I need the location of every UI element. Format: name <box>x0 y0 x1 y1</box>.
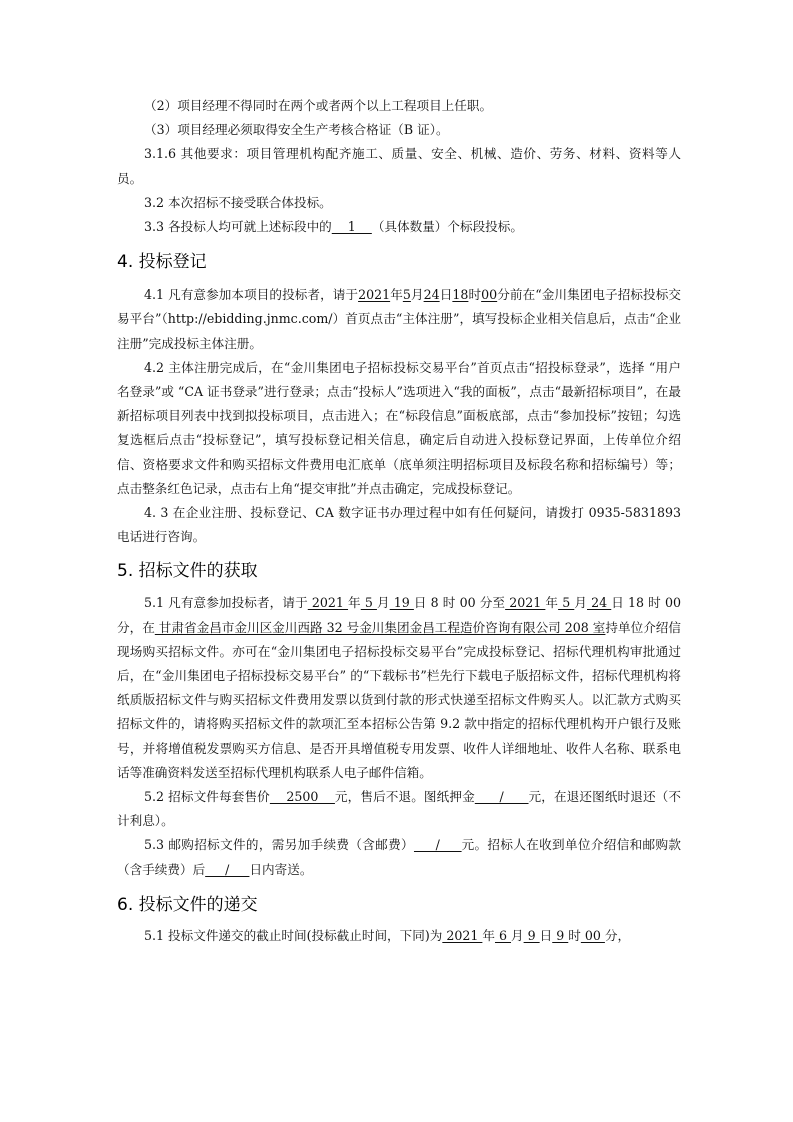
paragraph-4-1: 4.1 凡有意参加本项目的投标者，请于2021年5月24日18时00分前在“金川集团电子招标投标交易平台”（http://ebidding.jnmc.com/）首页点击“主体注册”，填写投标企业相关信息后，点击“企业注册”完成投标主体注册。 <box>117 287 681 351</box>
mail-days-blank: / <box>205 861 250 877</box>
heading-bid-registration: 4. 投标登记 <box>117 252 207 273</box>
submit-deadline-hour: 9 <box>552 927 569 943</box>
sale-end-day: 24 <box>587 595 612 611</box>
reg-deadline-minute: 00 <box>481 287 498 303</box>
sale-start-month: 5 <box>360 595 377 611</box>
sale-end-month: 5 <box>558 595 575 611</box>
paragraph-pm-safety-cert: （3）项目经理必须取得安全生产考核合格证（B 证）。 <box>144 122 449 138</box>
sale-address: 甘肃省金昌市金川区金川西路 32 号金川集团金昌工程造价咨询有限公司 208 室 <box>154 619 606 635</box>
submit-deadline-day: 9 <box>523 927 540 943</box>
mail-fee-blank: / <box>413 837 462 853</box>
sections-count-blank: 1 <box>331 219 372 235</box>
reg-deadline-month: 5 <box>402 287 411 303</box>
paragraph-5-3: 5.3 邮购招标文件的，需另加手续费（含邮费） / 元。招标人在收到单位介绍信和邮购款（含手续费）后 / 日内寄送。 <box>117 837 681 877</box>
paragraph-3-1-6: 3.1.6 其他要求：项目管理机构配齐施工、质量、安全、机械、造价、劳务、材料、资料等人员。 <box>117 146 681 186</box>
paragraph-pm-no-concurrent: （2）项目经理不得同时在两个或者两个以上工程项目上任职。 <box>144 98 493 113</box>
submit-deadline-minute: 00 <box>580 927 605 943</box>
heading-bid-submission: 6. 投标文件的递交 <box>117 894 258 915</box>
paragraph-4-2: 4.2 主体注册完成后，在“金川集团电子招标投标交易平台”首页点击“招投标登录”，选择 “用户名登录”或 “CA 证书登录”进行登录；点击“投标人”选项进入“我的面板”，点击“最新招标项目”，在最新招标项目列表中找到拟投标项目，点击进入；在“标段信息”面板底部，点击“参加投标”按钮；勾选复选框后点击“投标登记”，填写投标登记相关信息，确定后自动进入投标登记界面，上传单位介绍信、资格要求文件和购买招标文件费用电汇底单（底单须注明招标项目及标段名称和招标编号）等；点击整条红色记录，点击右上角“提交审批”并点击确定，完成投标登记。 <box>117 359 681 496</box>
reg-deadline-year: 2021 <box>358 287 391 303</box>
sale-start-year: 2021 <box>307 595 349 611</box>
sale-end-year: 2021 <box>505 595 546 611</box>
submit-deadline-month: 6 <box>494 927 512 943</box>
doc-price-blank: 2500 <box>269 789 335 805</box>
sale-start-day: 19 <box>389 595 414 611</box>
reg-deadline-day: 24 <box>423 287 440 303</box>
paragraph-6-1: 5.1 投标文件递交的截止时间(投标截止时间，下同)为 2021 年 6 月 9 日 9 时 00 分， <box>144 927 631 943</box>
paragraph-5-1: 5.1 凡有意参加投标者，请于 2021 年 5 月 19 日 8 时 00 分至 2021 年 5 月 24 日 18 时 00 分，在 甘肃省金昌市金川区金川西路 32 号金川集团金昌工程造价咨询有限公司 208 室持单位介绍信现场购买招标文件。亦可在“金川集团电子招标投标交易平台”完成投标登记、招标代理机构审批通过后，在“金川集团电子招标投标交易平台” 的“下载标书”栏先行下载电子版招标文件，招标代理机构将纸质版招标文件与购买招标文件费用发票以货到付款的形式快递至招标文件购买人。以汇款方式购买招标文件的，请将购买招标文件的款项汇至本招标公告第 9.2 款中指定的招标代理机构开户银行及账号，并将增值税发票购买方信息、是否开具增值税专用发票、收件人详细地址、收件人名称、联系电话等准确资料发送至招标代理机构联系人电子邮件信箱。 <box>117 595 682 780</box>
paragraph-3-3: 3.3 各投标人均可就上述标段中的 1 （具体数量）个标段投标。 <box>144 219 523 235</box>
paragraph-4-3: 4. 3 在企业注册、投标登记、CA 数字证书办理过程中如有任何疑问，请拨打 0935-5831893 电话进行咨询。 <box>117 505 681 545</box>
submit-deadline-year: 2021 <box>442 927 483 943</box>
heading-tender-docs: 5. 招标文件的获取 <box>117 561 258 582</box>
drawing-deposit-blank: / <box>474 789 529 805</box>
reg-deadline-hour: 18 <box>452 287 469 303</box>
paragraph-3-2: 3.2 本次招标不接受联合体投标。 <box>144 194 332 210</box>
paragraph-5-2: 5.2 招标文件每套售价 2500 元，售后不退。图纸押金 / 元，在退还图纸时退还（不计利息）。 <box>117 789 681 829</box>
document-page <box>117 94 681 948</box>
